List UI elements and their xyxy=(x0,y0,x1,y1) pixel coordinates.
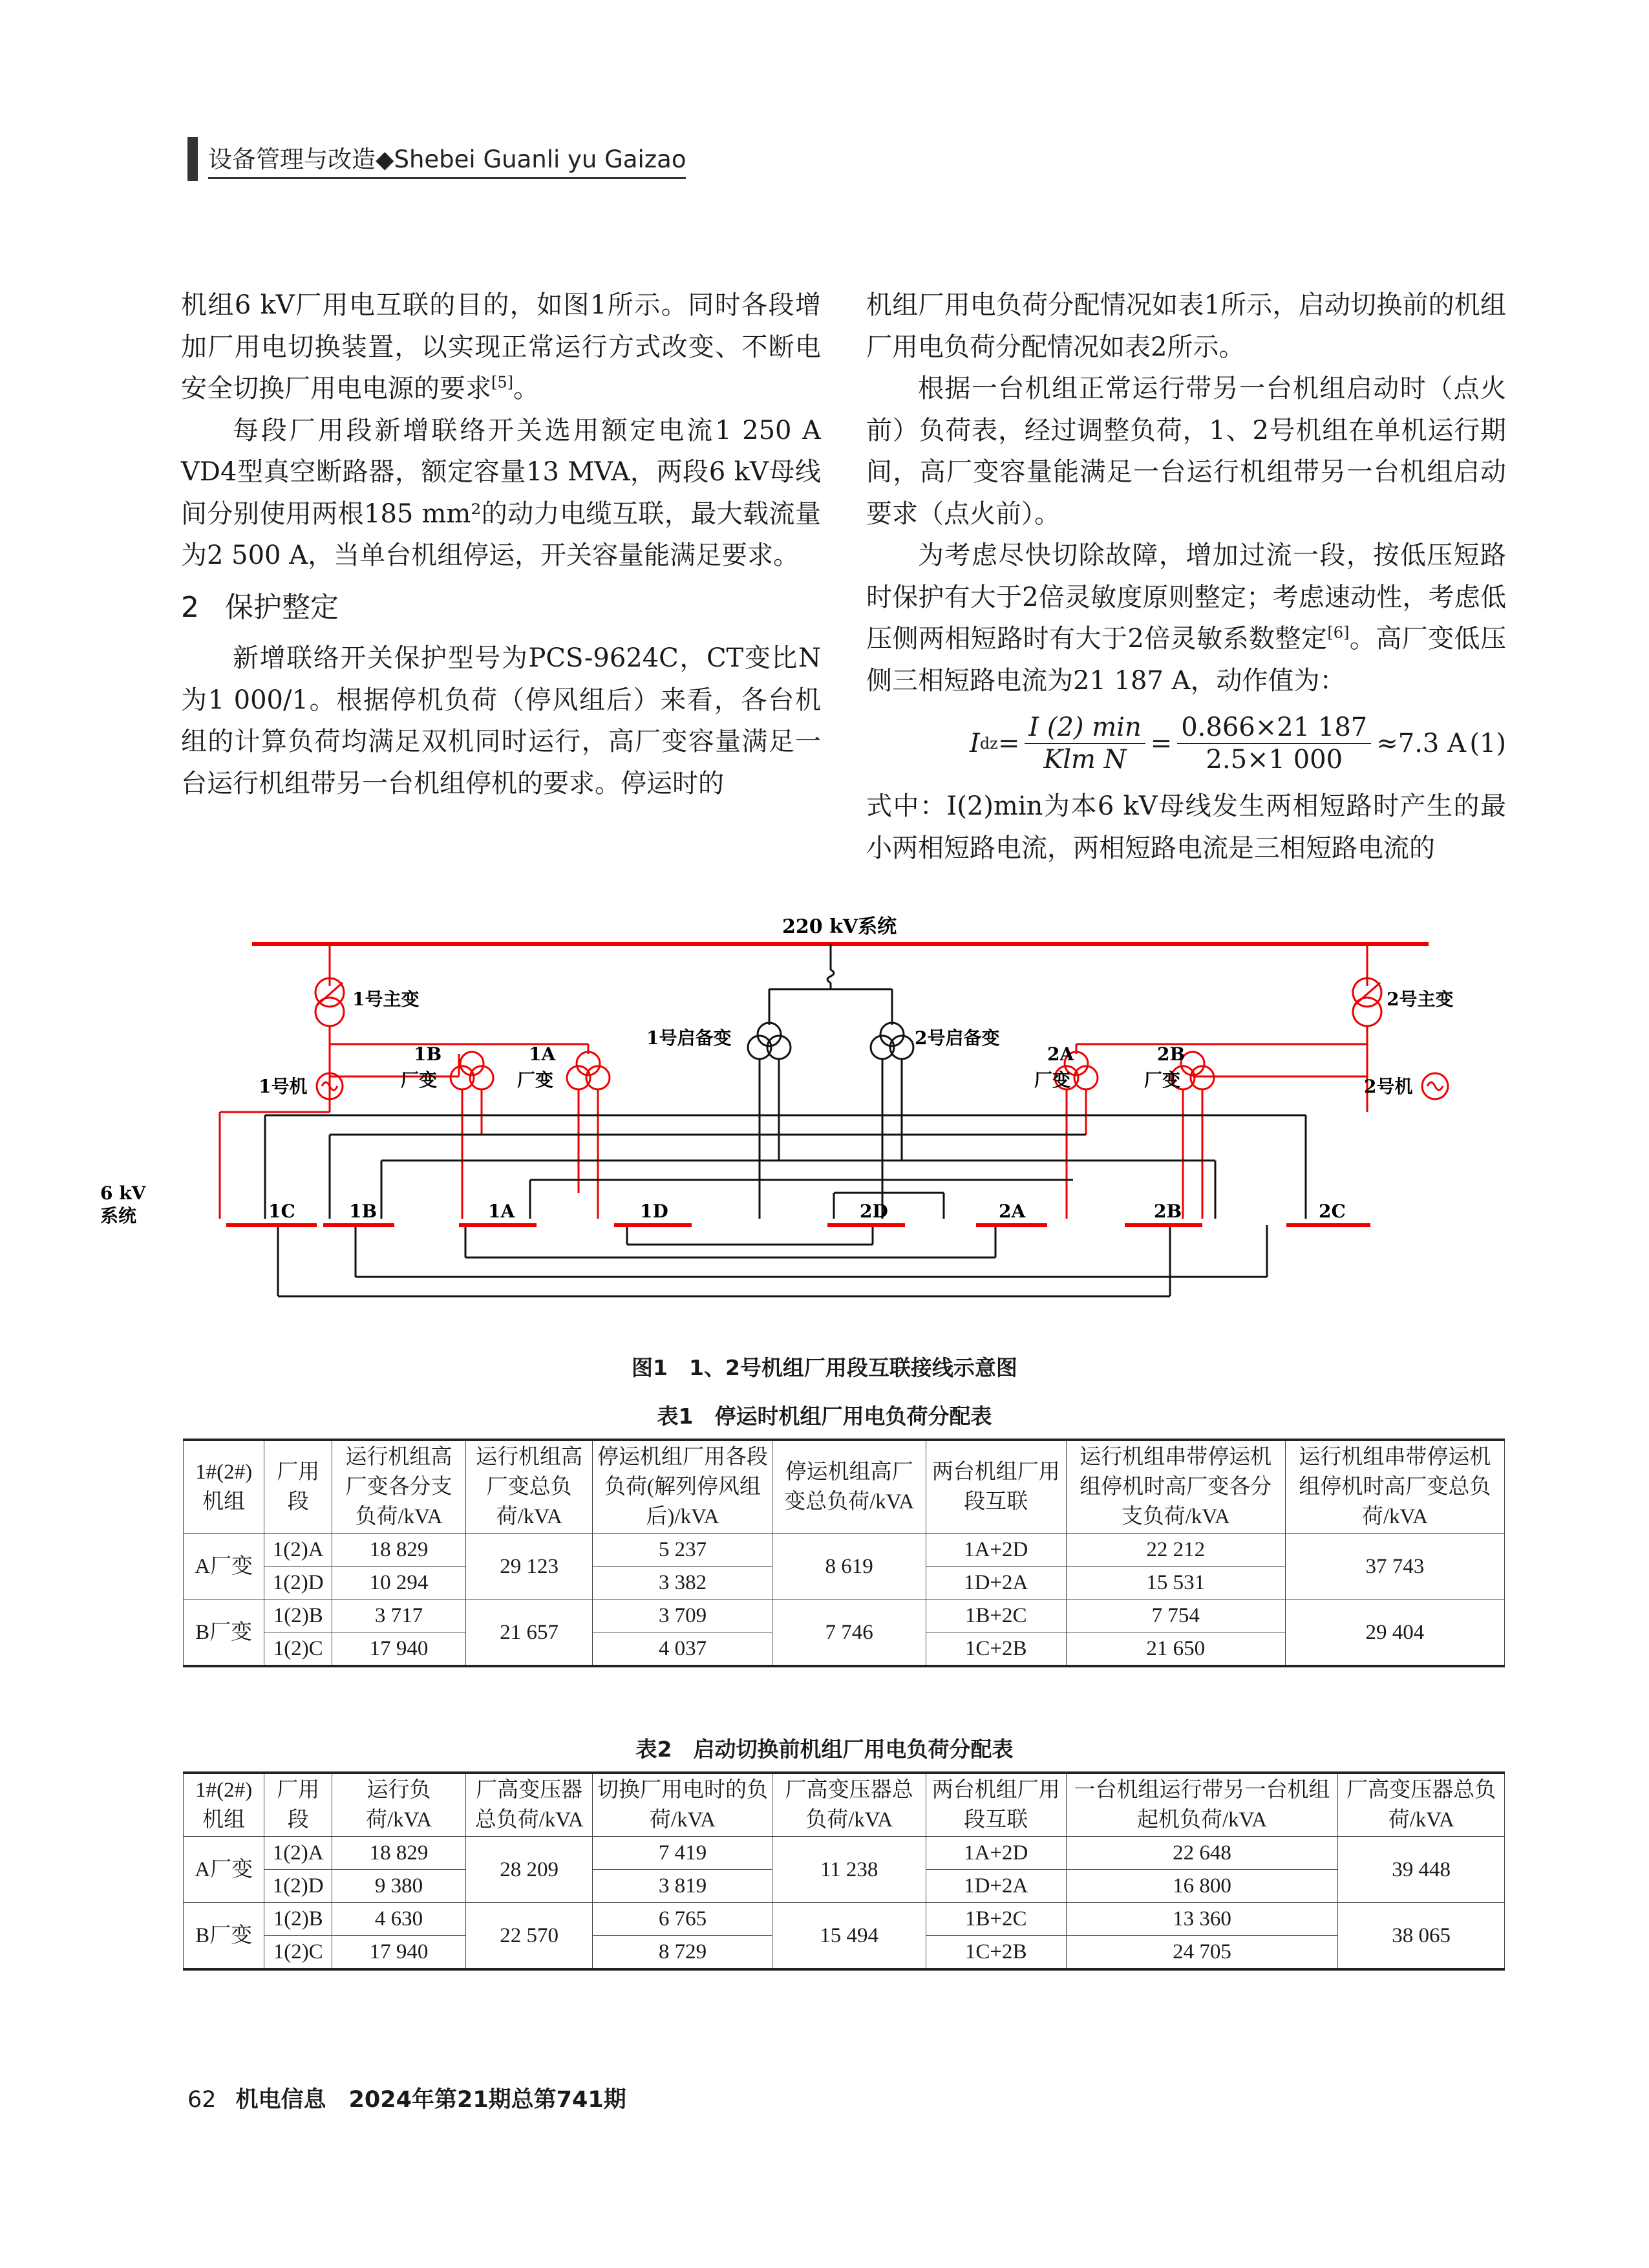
fraction-2: $\frac{0.866\times 21 187}{2.5\times 1 000}$ xyxy=(1177,712,1371,775)
right-paragraph-1: 机组厂用电负荷分配情况如表1所示，启动切换前的机组厂用电负荷分配情况如表2所示。 xyxy=(866,290,1506,362)
header-bar xyxy=(187,137,198,181)
svg-text:1B: 1B xyxy=(349,1201,378,1222)
left-paragraph-3: 新增联络开关保护型号为PCS-9624C，CT变比N为1 000/1。根据停机负荷（停风组后）来看，各台机组的计算负荷均满足双机同时运行，高厂变容量满足一台运行机组带另一台机组停机的要求。停运时的 xyxy=(181,643,821,798)
table-row: B厂变 1(2)B 3 717 21 657 3 709 7 746 1B+2C 7 754 29 404 xyxy=(184,1599,1505,1632)
svg-text:2A: 2A xyxy=(1047,1043,1074,1065)
right-column xyxy=(866,284,1506,869)
main-transformer-2 xyxy=(1076,944,1381,1112)
t1-label: 1号主变 xyxy=(352,989,420,1010)
left-column xyxy=(181,284,821,804)
right-paragraph-3: 为考虑尽快切除故障，增加过流一段，按低压短路时保护有大于2倍灵敏度原则整定；考虑速动性，考虑低压侧两相短路时有大于2倍灵敏系数整定[6]。高厂变低压侧三相短路电流为21 187 A，动作值为： xyxy=(866,540,1506,696)
table-header-row: 1#(2#)机组 厂用段 运行负荷/kVA 厂高变压器总负荷/kVA 切换厂用电时的负荷/kVA 厂高变压器总负荷/kVA 两台机组厂用段互联 一台机组运行带另一台机组起机负荷/kVA 厂高变压器总负荷/kVA xyxy=(184,1773,1505,1837)
table-2 xyxy=(183,1771,1505,1971)
svg-text:厂变: 厂变 xyxy=(1144,1069,1181,1091)
right-paragraph-2: 根据一台机组正常运行带另一台机组启动时（点火前）负荷表，经过调整负荷，1、2号机组在单机运行期间，高厂变容量能满足一台运行机组带另一台机组启动要求（点火前）。 xyxy=(866,374,1506,529)
svg-text:1D: 1D xyxy=(640,1201,668,1222)
running-header xyxy=(187,137,686,181)
header-text: 设备管理与改造◆Shebei Guanli yu Gaizao xyxy=(208,140,686,179)
svg-text:2C: 2C xyxy=(1319,1201,1346,1222)
wiring-diagram xyxy=(100,908,1461,1329)
table-row: 1(2)C 17 940 4 037 1C+2B 21 650 xyxy=(184,1632,1505,1667)
citation-6[interactable]: [6] xyxy=(1327,623,1350,642)
journal-info: 机电信息 2024年第21期总第741期 xyxy=(235,2087,626,2113)
page-footer xyxy=(187,2082,626,2114)
section-title: 保护整定 xyxy=(225,590,339,624)
left-paragraph-2: 每段厂用段新增联络开关选用额定电流1 250 A VD4型真空断路器，额定容量13 MVA，两段6 kV母线间分别使用两根185 mm²的动力电缆互联，最大载流量为2 500 A，当单台机组停运，开关容量能满足要求。 xyxy=(181,415,821,570)
svg-text:1A: 1A xyxy=(529,1043,556,1065)
g2-label: 2号机 xyxy=(1364,1076,1413,1097)
section-number: 2 xyxy=(181,590,199,624)
table-1 xyxy=(183,1439,1505,1667)
table2-caption: 表2 启动切换前机组厂用电负荷分配表 xyxy=(635,1737,1014,1762)
table-row: B厂变 1(2)B 4 630 22 570 6 765 15 494 1B+2C 13 360 38 065 xyxy=(184,1903,1505,1936)
svg-text:厂变: 厂变 xyxy=(401,1069,438,1091)
page-number: 62 xyxy=(187,2087,217,2113)
tie-lines xyxy=(265,1115,1306,1296)
equation-1: I dz = $\frac{I (2) \min}{\text{Klm N}}$ = $\frac{0.866\times 21 187}{2.5\times 1 000}$ ≈7.3 A (1) xyxy=(970,712,1506,775)
svg-text:2A: 2A xyxy=(999,1201,1026,1222)
svg-text:系统: 系统 xyxy=(100,1205,137,1226)
table-header-row: 1#(2#)机组 厂用段 运行机组高厂变各分支负荷/kVA 运行机组高厂变总负荷/kVA 停运机组厂用各段负荷(解列停风组后)/kVA 停运机组高厂变总负荷/kVA 两台机组厂用段互联 运行机组串带停运机组停机时高厂变各分支负荷/kVA 运行机组串带停运机组停机时高厂变总负荷/kVA xyxy=(184,1440,1505,1534)
section-heading xyxy=(181,587,821,629)
s1-label: 1号启备变 xyxy=(646,1027,732,1049)
table-row: 1(2)D 10 294 3 382 1D+2A 15 531 xyxy=(184,1567,1505,1599)
svg-text:厂变: 厂变 xyxy=(517,1069,554,1091)
left-paragraph-1: 机组6 kV厂用电互联的目的，如图1所示。同时各段增加厂用电切换装置，以实现正常运行方式改变、不断电安全切换厂用电电源的要求[5]。 xyxy=(181,290,821,403)
s2-label: 2号启备变 xyxy=(915,1027,1000,1049)
svg-text:1C: 1C xyxy=(268,1201,295,1222)
g1-label: 1号机 xyxy=(259,1076,308,1097)
t2-label: 2号主变 xyxy=(1387,989,1454,1010)
figure-caption: 图1 1、2号机组厂用段互联接线示意图 xyxy=(632,1355,1017,1380)
generator-2 xyxy=(1422,1073,1448,1099)
citation-5[interactable]: [5] xyxy=(491,373,513,392)
fraction-1: $\frac{I (2) \min}{\text{Klm N}}$ xyxy=(1025,712,1145,775)
svg-text:6 kV: 6 kV xyxy=(100,1182,146,1204)
right-paragraph-4: 式中：I(2)min为本6 kV母线发生两相短路时产生的最小两相短路电流，两相短路电流是三相短路电流的 xyxy=(866,791,1506,863)
startup-transformers xyxy=(748,944,913,1219)
equation-number: (1) xyxy=(1469,728,1506,758)
bus-labels xyxy=(100,1182,1346,1226)
svg-text:2B: 2B xyxy=(1154,1201,1182,1222)
table-row: 1(2)D 9 380 3 819 1D+2A 16 800 xyxy=(184,1870,1505,1903)
table-row: A厂变 1(2)A 18 829 29 123 5 237 8 619 1A+2D 22 212 37 743 xyxy=(184,1534,1505,1567)
table-row: 1(2)C 17 940 8 729 1C+2B 24 705 xyxy=(184,1936,1505,1970)
table-row: A厂变 1(2)A 18 829 28 209 7 419 11 238 1A+2D 22 648 39 448 xyxy=(184,1837,1505,1870)
table1-caption: 表1 停运时机组厂用电负荷分配表 xyxy=(657,1404,992,1429)
svg-text:1B: 1B xyxy=(414,1043,442,1065)
svg-text:厂变: 厂变 xyxy=(1034,1069,1071,1091)
system-label: 220 kV系统 xyxy=(782,915,897,938)
svg-text:2B: 2B xyxy=(1157,1043,1186,1065)
svg-text:1A: 1A xyxy=(488,1201,515,1222)
svg-text:2D: 2D xyxy=(860,1201,888,1222)
